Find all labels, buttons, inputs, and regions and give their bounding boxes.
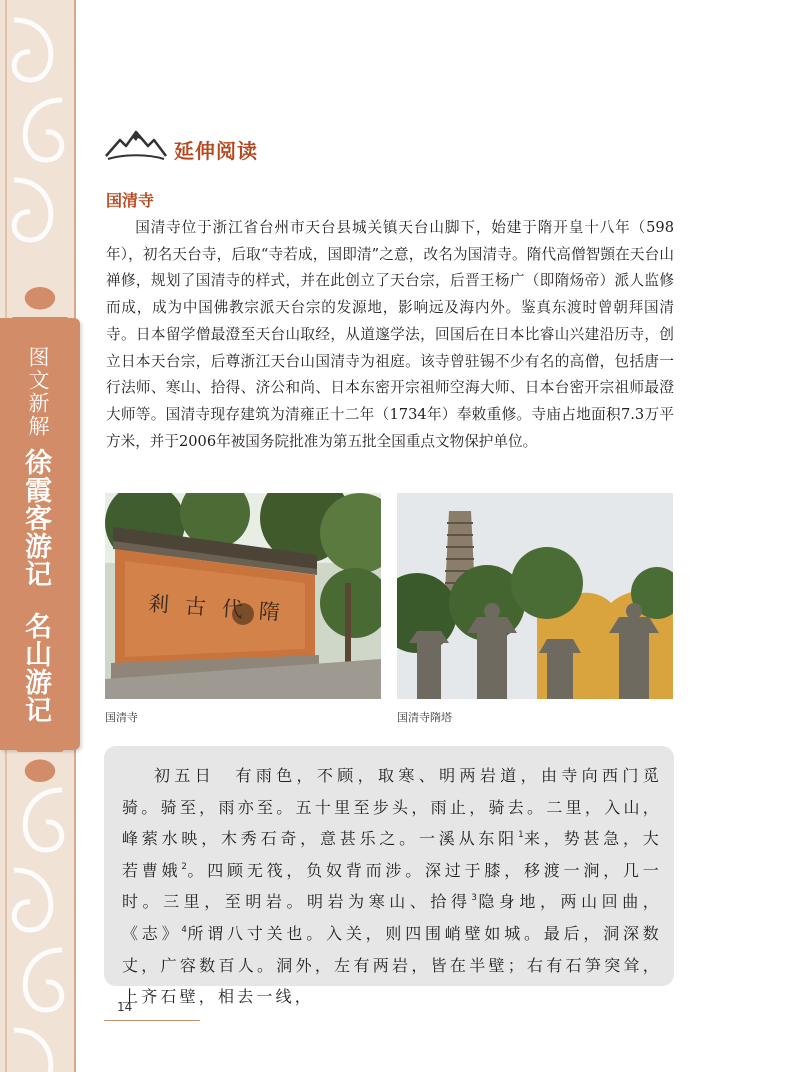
footnote-ref: 3	[471, 893, 477, 904]
article-paragraph: 国清寺位于浙江省台州市天台县城关镇天台山脚下，始建于隋开皇十八年（598年），初名天台寺，后取“寺若成，国即清”之意，改名为国清寺。隋代高僧智顗在天台山禅修，规划了国清寺的样式，并在此创立了天台宗，后晋王杨广（即隋炀帝）派人监修而成，成为中国佛教宗派天台宗的发源地，影响远及海内外。鉴真东渡时曾朝拜国清寺。日本留学僧最澄至天台山取经，从道邃学法，回国后在日本比睿山兴建沿历寺，创立日本天台宗，后尊浙江天台山国清寺为祖庭。该寺曾驻锡不少有名的高僧，包括唐一行法师、寒山、拾得、济公和尚、日本东密开宗祖师空海大师、日本台密开宗祖师最澄大师等。国清寺现存建筑为清雍正十二年（1734年）奉敕重修。寺庙占地面积7.3万平方米，并于2006年被国务院批准为第五批全国重点文物保护单位。	[106, 219, 674, 450]
section-heading: 延伸阅读	[174, 139, 258, 163]
pagoda-photo	[397, 493, 673, 699]
page-number: 14	[117, 1000, 133, 1014]
article-title: 国清寺	[106, 191, 155, 210]
wall-inscription: 剎古代隋	[147, 591, 297, 626]
side-series-title: 图文新解	[26, 346, 50, 438]
classical-text: 初五日 有雨色，不顾，取寒、明两岩道，由寺向西门觅骑。骑至，雨亦至。五十里至步头，雨止，骑去。二里，入山，峰萦水映，木秀石奇，意甚乐之。一溪从东阳$^1$来，势甚急，大若曹娥$^2$。四顾无筏，负奴背而涉。深过于膝，移渡一涧，几一时。三里，至明岩。明岩为寒山、拾得$^3$隐身地，两山回曲，《志》$^4$所谓八寸关也。入关，则四围峭壁如城。最后，洞深数丈，广容数百人。洞外，左有两岩，皆在半壁；右有石笋突耸，上齐石壁，相去一线，	[122, 766, 662, 1007]
photo-caption: 国清寺	[105, 711, 138, 724]
footnote-ref: 4	[181, 924, 187, 935]
footnote-ref: 1	[517, 830, 524, 841]
footnote-ref: 2	[181, 861, 187, 872]
page-rule	[104, 1020, 200, 1021]
side-book-subtitle: 名山游记	[20, 612, 51, 724]
mountain-icon	[104, 128, 168, 162]
ornament-top-icon	[10, 283, 70, 323]
side-book-title: 徐霞客游记	[20, 448, 51, 588]
ornament-bottom-icon	[10, 746, 70, 786]
photo-caption: 国清寺隋塔	[397, 711, 452, 724]
